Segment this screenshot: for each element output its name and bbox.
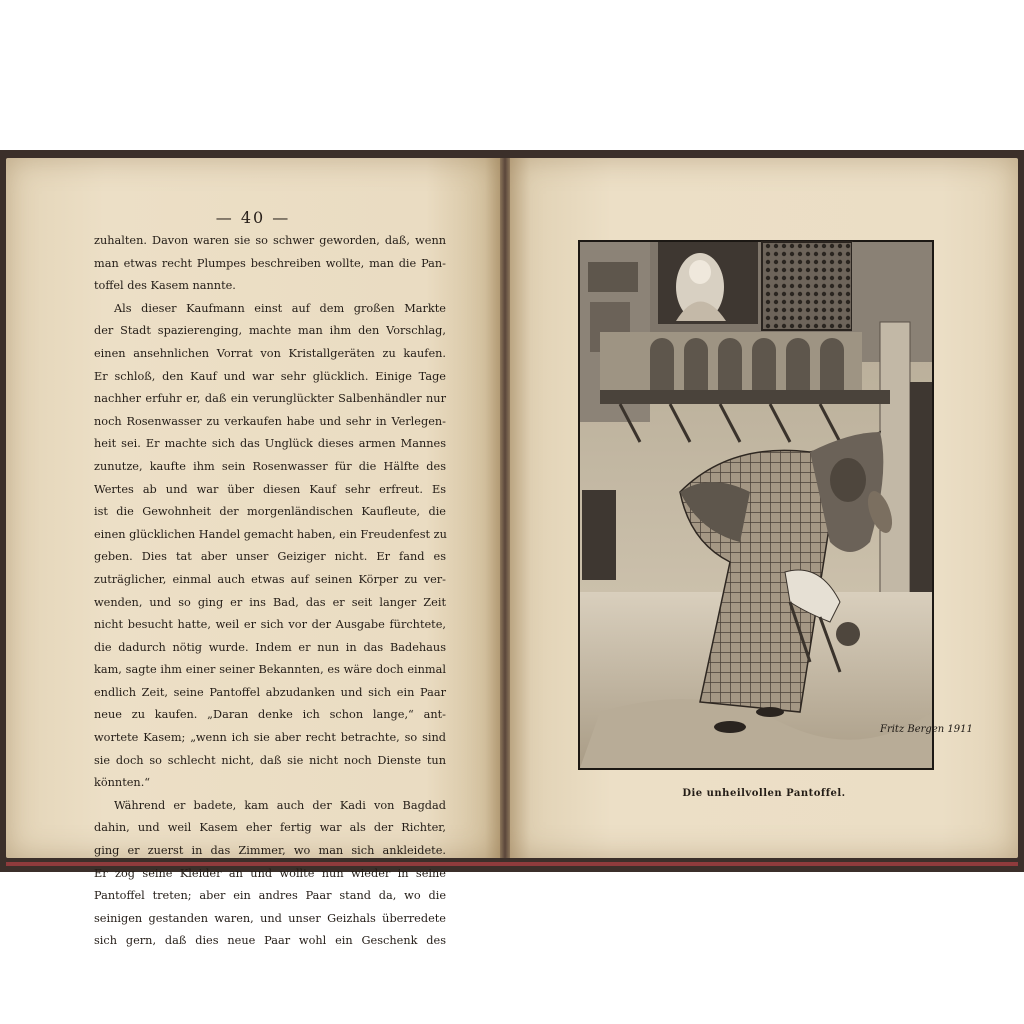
text-line: ist die Gewohnheit der morgenländischen Kaufleute, die bbox=[94, 505, 446, 519]
text-line: einen ansehnlichen Vorrat von Kristallgeräten zu kaufen. bbox=[94, 346, 446, 360]
text-line: nachher erfuhr er, daß ein verunglückter Salbenhändler nur bbox=[94, 392, 446, 406]
open-book bbox=[0, 150, 1024, 948]
illustration bbox=[578, 240, 973, 770]
illustration-caption: Die unheilvollen Pantoffel. bbox=[682, 788, 846, 799]
text-line: zunutze, kaufte ihm sein Rosenwasser für die Hälfte des bbox=[94, 459, 446, 473]
text-line: die dadurch nötig wurde. Indem er nun in das Badehaus bbox=[94, 640, 446, 654]
left-page bbox=[6, 158, 500, 948]
text-line: noch Rosenwasser zu verkaufen habe und sehr in Verlegen- bbox=[94, 414, 446, 428]
text-line: Er zog seine Kleider an und wollte nun wieder in seine bbox=[94, 866, 446, 880]
right-page bbox=[510, 158, 1018, 858]
artist-signature: Fritz Bergen 1911 bbox=[880, 724, 973, 735]
text-line: endlich Zeit, seine Pantoffel abzudanken und sich ein Paar bbox=[94, 685, 446, 699]
text-line: könnten.“ bbox=[94, 776, 151, 790]
text-line: toffel des Kasem nannte. bbox=[94, 279, 236, 293]
book-edge bbox=[6, 862, 1018, 866]
text-line: heit sei. Er machte sich das Unglück dieses armen Mannes bbox=[94, 437, 446, 451]
page-number: — 40 — bbox=[215, 208, 291, 227]
text-line: man etwas recht Plumpes beschreiben wollte, man die Pan- bbox=[94, 256, 446, 270]
text-line: wortete Kasem; „wenn ich sie aber recht betrachte, so sind bbox=[94, 731, 446, 745]
text-line: Als dieser Kaufmann einst auf dem großen Markte bbox=[114, 301, 446, 315]
text-line: geben. Dies tat aber unser Geiziger nicht. Er fand es bbox=[94, 550, 446, 564]
text-line: Während er badete, kam auch der Kadi von Bagdad bbox=[114, 798, 446, 812]
text-line: ging er zuerst in das Zimmer, wo man sich ankleidete. bbox=[94, 844, 446, 858]
text-line: neue zu kaufen. „Daran denke ich schon lange,“ ant- bbox=[94, 708, 446, 722]
text-line: wenden, und so ging er ins Bad, das er seit langer Zeit bbox=[94, 595, 446, 609]
book-gutter bbox=[500, 158, 510, 858]
text-line: der Stadt spazierenging, machte man ihm den Vorschlag, bbox=[94, 324, 446, 338]
text-line: kam, sagte ihm einer seiner Bekannten, es wäre doch einmal bbox=[94, 663, 446, 677]
text-line: sie doch so schlecht nicht, daß sie nicht noch Dienste tun bbox=[94, 753, 446, 767]
text-line: Er schloß, den Kauf und war sehr glücklich. Einige Tage bbox=[94, 369, 446, 383]
text-line: Pantoffel treten; aber ein andres Paar stand da, wo die bbox=[94, 889, 446, 903]
text-line: seinigen gestanden waren, und unser Geizhals überredete bbox=[94, 911, 446, 925]
text-line: Wertes ab und war über diesen Kauf sehr erfreut. Es bbox=[94, 482, 446, 496]
text-line: zuträglicher, einmal auch etwas auf seinen Körper zu ver- bbox=[94, 572, 446, 586]
text-line: zuhalten. Davon waren sie so schwer geworden, daß, wenn bbox=[94, 234, 446, 247]
text-line: dahin, und weil Kasem eher fertig war als der Richter, bbox=[94, 821, 446, 835]
page-text bbox=[94, 230, 446, 953]
text-line: nicht besucht hatte, weil er sich vor der Ausgabe fürchtete, bbox=[94, 618, 446, 632]
text-line: einen glücklichen Handel gemacht haben, ein Freudenfest zu bbox=[94, 527, 447, 541]
text-line: sich gern, daß dies neue Paar wohl ein Geschenk des bbox=[94, 934, 446, 948]
